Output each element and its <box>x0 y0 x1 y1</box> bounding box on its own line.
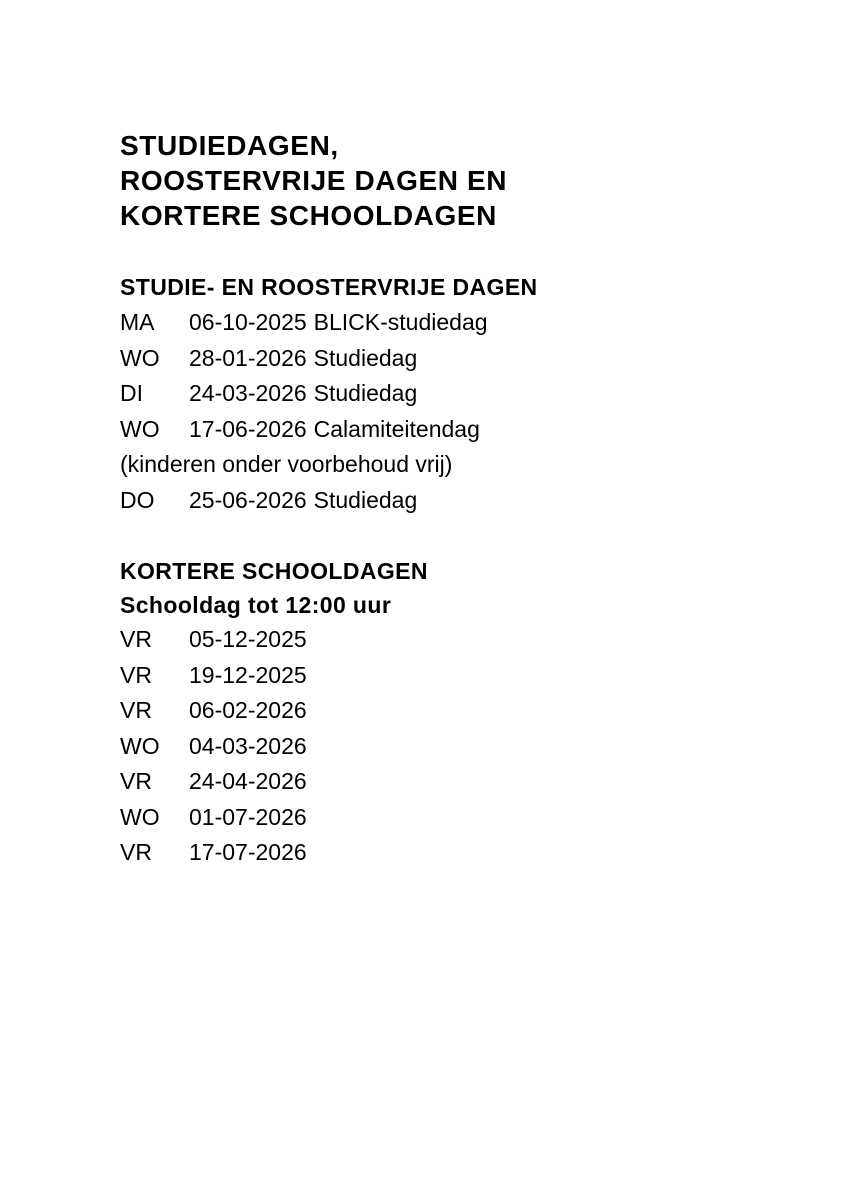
list-item <box>120 622 820 658</box>
description: BLICK-studiedag <box>313 309 488 335</box>
weekday: WO <box>120 803 160 830</box>
list-item <box>120 305 820 341</box>
date: 06-02-2026 <box>189 697 307 723</box>
list-item <box>120 729 820 765</box>
shorter-days-subheading: Schooldag tot 12:00 uur <box>120 592 392 618</box>
list-item <box>120 376 820 412</box>
date: 01-07-2026 <box>189 803 307 830</box>
study-days-heading: STUDIE- EN ROOSTERVRIJE DAGEN <box>120 274 538 300</box>
list-item <box>120 835 820 871</box>
description: Calamiteitendag <box>313 415 480 442</box>
list-item <box>120 764 820 800</box>
weekday: VR <box>120 768 152 794</box>
weekday: VR <box>120 626 152 652</box>
weekday: DO <box>120 486 155 513</box>
date: 24-04-2026 <box>189 768 307 794</box>
date: 24-03-2026 <box>189 380 307 406</box>
list-item <box>120 341 820 377</box>
weekday: MA <box>120 309 155 335</box>
page-title <box>120 128 820 233</box>
title-line: ROOSTERVRIJE DAGEN EN <box>120 165 508 196</box>
weekday: VR <box>120 697 152 723</box>
study-days-section <box>120 272 820 518</box>
date: 06-10-2025 <box>189 309 307 335</box>
date: 04-03-2026 <box>189 732 307 759</box>
list-item <box>120 412 820 448</box>
weekday: WO <box>120 415 160 442</box>
description: Studiedag <box>313 344 418 371</box>
date: 05-12-2025 <box>189 626 307 652</box>
list-item <box>120 658 820 694</box>
description: Studiedag <box>313 486 418 513</box>
date: 28-01-2026 <box>189 344 307 371</box>
document-page <box>120 128 820 871</box>
date: 25-06-2026 <box>189 486 307 513</box>
weekday: VR <box>120 839 152 865</box>
list-item <box>120 693 820 729</box>
title-line: KORTERE SCHOOLDAGEN <box>120 200 497 231</box>
weekday: WO <box>120 344 160 371</box>
date: 17-07-2026 <box>189 839 307 865</box>
weekday: WO <box>120 732 160 759</box>
weekday: VR <box>120 661 152 688</box>
date: 17-06-2026 <box>189 415 307 442</box>
weekday: DI <box>120 380 143 406</box>
list-item <box>120 483 820 519</box>
shorter-days-heading: KORTERE SCHOOLDAGEN <box>120 558 428 584</box>
note: (kinderen onder voorbehoud vrij) <box>120 451 453 477</box>
description: Studiedag <box>313 380 418 406</box>
shorter-days-section <box>120 556 820 871</box>
date: 19-12-2025 <box>189 661 307 688</box>
title-line: STUDIEDAGEN, <box>120 130 339 161</box>
list-item <box>120 800 820 836</box>
